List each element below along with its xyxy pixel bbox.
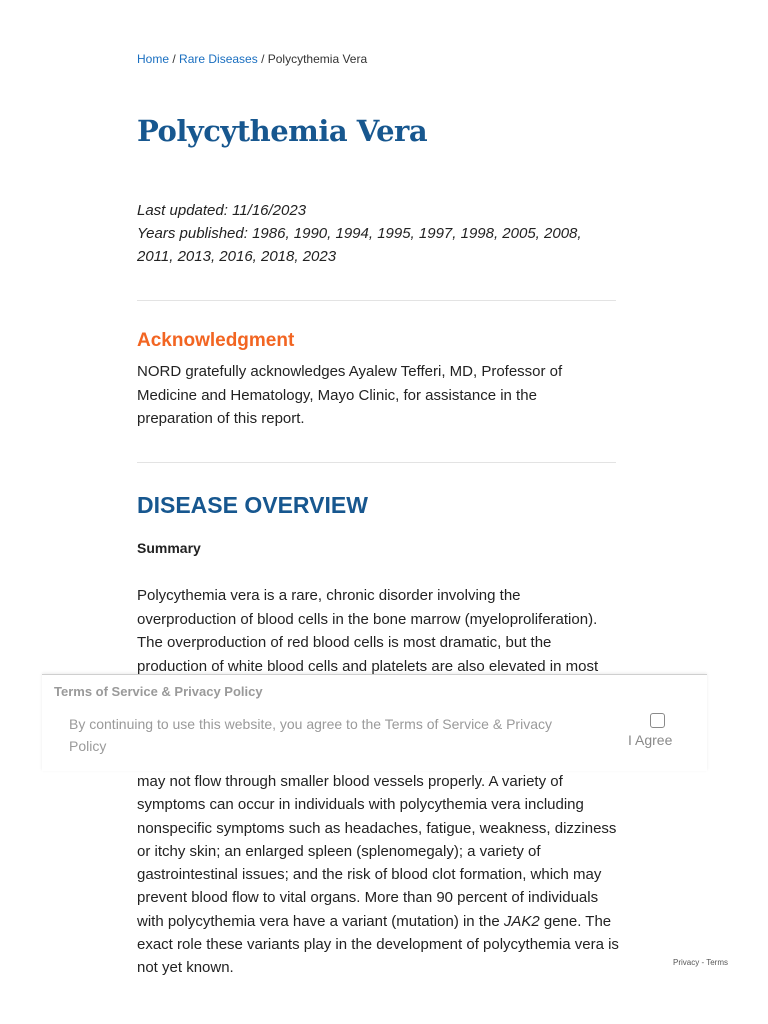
acknowledgment-heading: Acknowledgment [137, 330, 295, 351]
section-divider [137, 300, 616, 301]
breadcrumb-separator: / [169, 52, 180, 66]
recaptcha-terms-link[interactable]: Terms [706, 958, 728, 967]
last-updated: Last updated: 11/16/2023 [137, 202, 307, 219]
paragraph-text: gene. The exact role these variants play in the development of polycythemia vera is not yet known. [137, 912, 619, 977]
summary-paragraph-continued [137, 770, 622, 980]
summary-label: Summary [137, 540, 201, 556]
gene-name: JAK2 [503, 912, 540, 930]
publication-meta [137, 199, 617, 268]
agree-label[interactable]: I Agree [628, 732, 673, 748]
breadcrumb-home-link[interactable]: Home [137, 52, 170, 66]
breadcrumb-rare-diseases-link[interactable]: Rare Diseases [179, 52, 258, 66]
breadcrumb-separator: / [257, 52, 268, 66]
acknowledgment-text: NORD gratefully acknowledges Ayalew Tefferi, MD, Professor of Medicine and Hematology, Mayo Clinic, for assistance in the preparation of this report. [137, 363, 563, 427]
breadcrumb [137, 52, 367, 66]
page-title: Polycythemia Vera [137, 114, 428, 148]
disease-overview-heading: DISEASE OVERVIEW [137, 492, 368, 518]
paragraph-text: may not flow through smaller blood vessels properly. A variety of symptoms can occur in individuals with polycythemia vera including nonspecific symptoms such as headaches, fatigue, weakness, dizziness or itchy skin; an enlarged spleen (splenomegaly); a variety of gastrointestinal issues; and the risk of blood clot formation, which may prevent blood flow to vital organs. More than 90 percent of individuals with polycythemia vera have a variant (mutation) in the [137, 773, 617, 930]
recaptcha-separator: - [699, 958, 707, 967]
consent-banner [42, 674, 707, 771]
years-published: Years published: 1986, 1990, 1994, 1995, 1997, 1998, 2005, 2008, 2011, 2013, 2016, 2018, 2023 [137, 225, 582, 265]
consent-title: Terms of Service & Privacy Policy [54, 684, 263, 699]
recaptcha-privacy-link[interactable]: Privacy [673, 958, 700, 967]
agree-checkbox[interactable] [650, 713, 665, 728]
consent-text: By continuing to use this website, you agree to the Terms of Service & Privacy Policy [69, 716, 552, 754]
recaptcha-links [673, 958, 728, 967]
section-divider [137, 462, 616, 463]
summary-paragraph: Polycythemia vera is a rare, chronic disorder involving the overproduction of blood cells in the bone marrow (myeloproliferation). The overproduction of red blood cells is most dramatic, but the production of white blood cells and platelets are also elevated in most [137, 587, 599, 675]
breadcrumb-current: Polycythemia Vera [267, 52, 368, 66]
